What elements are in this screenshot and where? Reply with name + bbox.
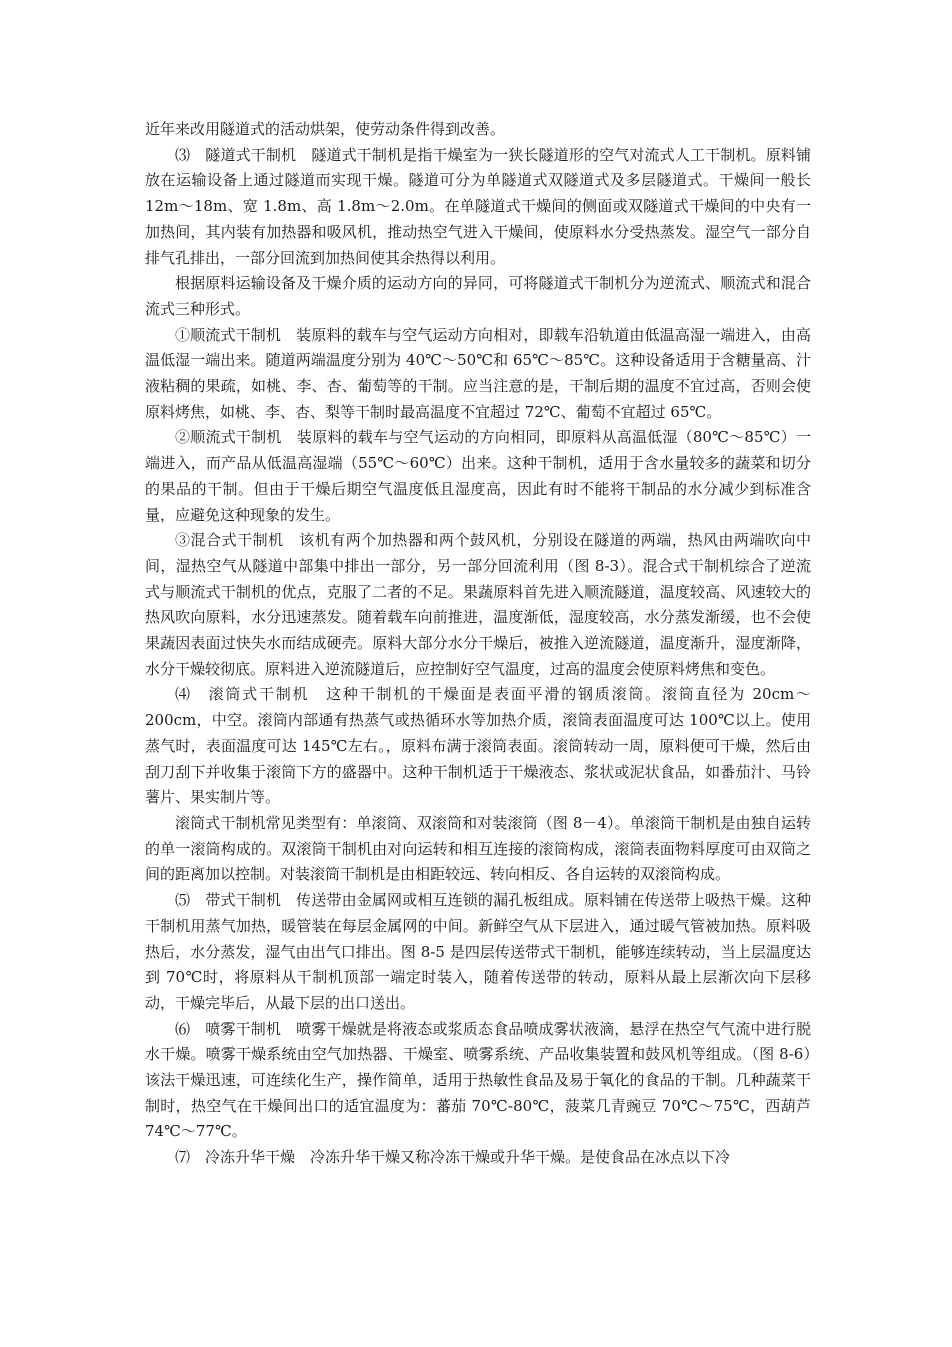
paragraph-spray-dryer: ⑹ 喷雾干制机 喷雾干燥就是将液态或浆质态食品喷成雾状液滴，悬浮在热空气气流中进行脱水干燥。喷雾干燥系统由空气加热器、干燥室、喷雾系统、产品收集装置和鼓风机等组成。（图 8-6）该法干燥迅速，可连续化生产，操作简单，适用于热敏性食品及易于氧化的食品的干制。几种蔬菜干制时，热空气在干燥间出口的适宜温度为：蕃茄 70℃-80℃，菠菜几青豌豆 70℃～75℃，西葫芦 74℃～77℃。 xyxy=(145,1019,811,1141)
paragraph-belt-dryer: ⑸ 带式干制机 传送带由金属网或相互连锁的漏孔板组成。原料铺在传送带上吸热干燥。这种干制机用蒸气加热，暖管装在每层金属网的中间。新鲜空气从下层进入，通过暖气管被加热。原料吸热后，水分蒸发，湿气由出气口排出。图 8-5 是四层传送带式干制机，能够连续转动，当上层温度达到 70℃时，将原料从干制机顶部一端定时装入，随着传送带的转动，原料从最上层渐次向下层移动，干燥完毕后，从最下层的出口送出。 xyxy=(145,891,811,1012)
paragraph-tunnel-types: 根据原料运输设备及干燥介质的运动方向的异同，可将隧道式干制机分为逆流式、顺流式和混合流式三种形式。 xyxy=(145,274,811,318)
document-body xyxy=(145,117,811,1171)
paragraph-drum-dryer-types: 滚筒式干制机常见类型有：单滚筒、双滚筒和对装滚筒（图 8－4）。单滚筒干制机是由独自运转的单一滚筒构成的。双滚筒干制机由对向运转和相互连接的滚筒构成，滚筒表面物料厚度可由双筒之间的距离加以控制。对装滚筒干制机是由相距较远、转向相反、各自运转的双滚筒构成。 xyxy=(145,813,811,884)
paragraph-freeze-drying: ⑺ 冷冻升华干燥 冷冻升华干燥又称冷冻干燥或升华干燥。是使食品在冰点以下冷 xyxy=(175,1148,731,1167)
paragraph-mixed-flow-dryer: ③混合式干制机 该机有两个加热器和两个鼓风机，分别设在隧道的两端，热风由两端吹向中间，湿热空气从隧道中部集中排出一部分，另一部分回流利用（图 8-3）。混合式干制机综合了逆流式与顺流式干制机的优点，克服了二者的不足。果蔬原料首先进入顺流隧道，温度较高、风速较大的热风吹向原料，水分迅速蒸发。随着载车向前推进，温度渐低，湿度较高，水分蒸发渐缓，也不会使果蔬因表面过快失水而结成硬壳。原料大部分水分干燥后，被推入逆流隧道，温度渐升，湿度渐降，水分干燥较彻底。原料进入逆流隧道后，应控制好空气温度，过高的温度会使原料烤焦和变色。 xyxy=(145,531,811,678)
paragraph-counterflow-dryer: ①顺流式干制机 装原料的载车与空气运动方向相对，即载车沿轨道由低温高湿一端进入，由高温低湿一端出来。随道两端温度分别为 40℃～50℃和 65℃～85℃。这种设备适用于含糖量高、汁液粘稠的果疏，如桃、李、杏、葡萄等的干制。应当注意的是，干制后期的温度不宜过高，否则会使原料烤焦，如桃、李、杏、梨等干制时最高温度不宜超过 72℃、葡萄不宜超过 65℃。 xyxy=(145,325,811,421)
paragraph-parallel-flow-dryer: ②顺流式干制机 装原料的载车与空气运动的方向相同，即原料从高温低湿（80℃～85℃）一端进入，而产品从低温高湿端（55℃～60℃）出来。这种干制机，适用于含水量较多的蔬菜和切分的果品的干制。但由于干燥后期空气温度低且湿度高，因此有时不能将干制品的水分减少到标准含量，应避免这种现象的发生。 xyxy=(145,428,811,524)
paragraph-tunnel-intro-end: 近年来改用隧道式的活动烘架，使劳动条件得到改善。 xyxy=(145,120,506,138)
paragraph-drum-dryer: ⑷ 滚筒式干制机 这种干制机的干燥面是表面平滑的钢质滚筒。滚筒直径为 20cm～200cm，中空。滚筒内部通有热蒸气或热循环水等加热介质，滚筒表面温度可达 100℃以上。使用蒸气时，表面温度可达 145℃左右。，原料布满于滚筒表面。滚筒转动一周，原料便可干燥，然后由刮刀刮下并收集于滚筒下方的盛器中。这种干制机适于干燥液态、浆状或泥状食品，如番茄汁、马铃薯片、果实制片等。 xyxy=(145,685,811,807)
paragraph-tunnel-dryer: ⑶ 隧道式干制机 隧道式干制机是指干燥室为一狭长隧道形的空气对流式人工干制机。原料铺放在运输设备上通过隧道而实现干燥。隧道可分为单隧道式双隧道式及多层隧道式。干燥间一般长 12m～18m、宽 1.8m、高 1.8m～2.0m。在单隧道式干燥间的侧面或双隧道式干燥间的中央有一加热间，其内装有加热器和吸风机，推动热空气进入干燥间，使原料水分受热蒸发。湿空气一部分自排气孔排出，一部分回流到加热间使其余热得以利用。 xyxy=(145,145,811,267)
